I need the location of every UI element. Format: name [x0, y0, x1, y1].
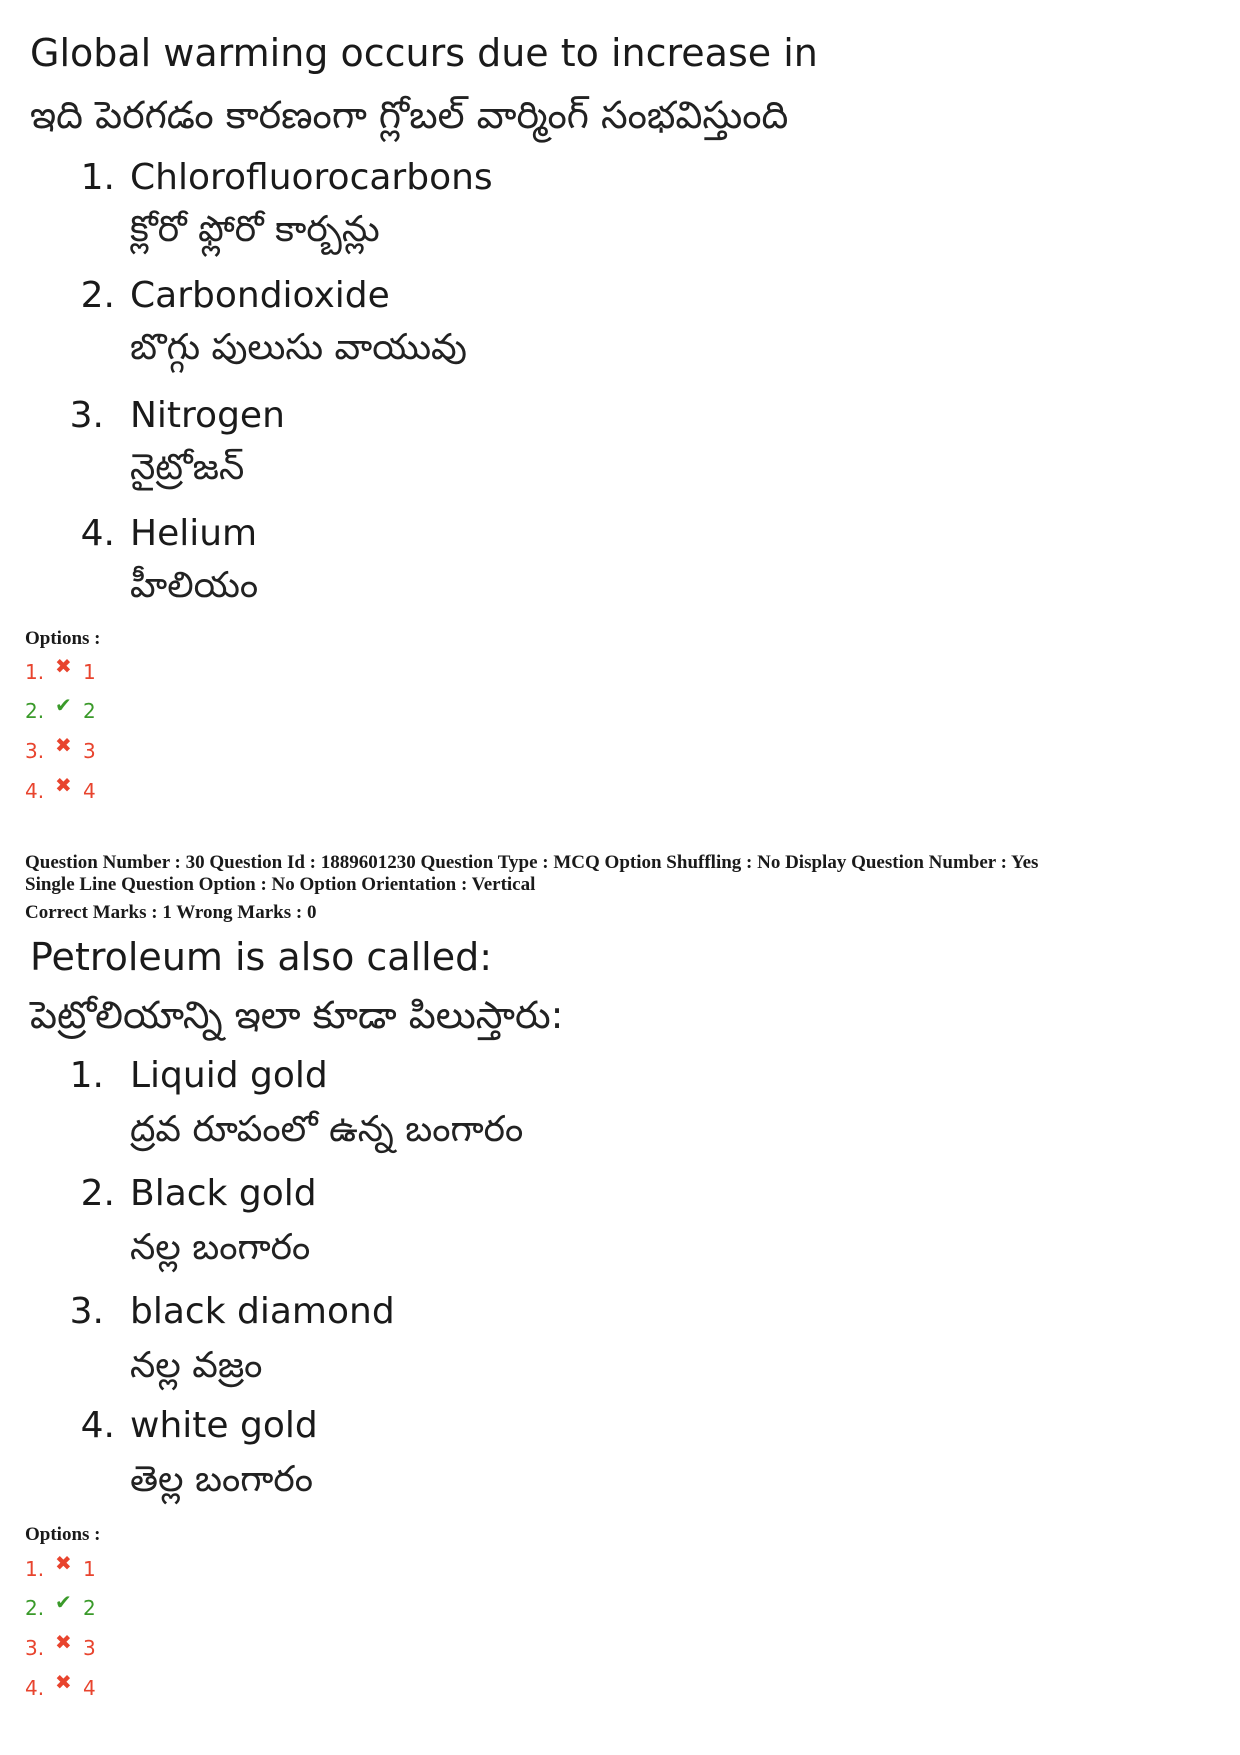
choice-text-telugu: నైట్రోజన్ — [130, 447, 245, 488]
choice-number: 1. — [80, 157, 115, 198]
question-meta-line: Single Line Question Option : No Option Orientation : Vertical — [25, 874, 536, 895]
option-number: 2. — [25, 699, 45, 723]
option-value: 2 — [83, 1596, 96, 1620]
choice-text-english: Carbondioxide — [130, 275, 390, 316]
choice-text-english: Liquid gold — [130, 1055, 328, 1096]
choice-number: 3. — [69, 1291, 104, 1332]
option-value: 3 — [83, 739, 96, 763]
choice-text-telugu: బొగ్గు పులుసు వాయువు — [130, 327, 467, 368]
choice-number: 4. — [80, 1405, 115, 1446]
choice-text-english: Helium — [130, 513, 258, 554]
option-number: 2. — [25, 1596, 45, 1620]
choice-text-telugu: హీలియం — [130, 565, 259, 606]
cross-icon: ✖ — [55, 733, 72, 757]
choice-number: 1. — [69, 1055, 104, 1096]
choice-text-english: black diamond — [130, 1291, 395, 1332]
choice-number: 2. — [80, 1173, 115, 1214]
choice-text-english: Nitrogen — [130, 395, 285, 436]
option-value: 3 — [83, 1636, 96, 1660]
options-label: Options : — [25, 1524, 101, 1545]
choice-number: 3. — [69, 395, 104, 436]
choice-text-english: white gold — [130, 1405, 318, 1446]
cross-icon: ✖ — [55, 773, 72, 797]
question-meta-line: Question Number : 30 Question Id : 1889601230 Question Type : MCQ Option Shuffling : No Display Question Number : Yes — [25, 852, 1039, 873]
choice-number: 4. — [80, 513, 115, 554]
option-value: 1 — [83, 1557, 96, 1581]
option-value: 4 — [83, 1676, 96, 1700]
choice-text-telugu: తెల్ల బంగారం — [130, 1459, 313, 1500]
choice-number: 2. — [80, 275, 115, 316]
question-stem-telugu: పెట్రోలియాన్ని ఇలా కూడా పిలుస్తారు: — [30, 993, 564, 1037]
option-value: 2 — [83, 699, 96, 723]
option-number: 4. — [25, 779, 45, 803]
cross-icon: ✖ — [55, 1551, 72, 1575]
choice-text-telugu: నల్ల వజ్రం — [130, 1345, 263, 1386]
options-label: Options : — [25, 628, 101, 649]
choice-text-english: Chlorofluorocarbons — [130, 157, 493, 198]
question-stem-english: Petroleum is also called: — [30, 935, 492, 979]
cross-icon: ✖ — [55, 654, 72, 678]
option-number: 1. — [25, 1557, 45, 1581]
cross-icon: ✖ — [55, 1670, 72, 1694]
option-value: 4 — [83, 779, 96, 803]
check-icon: ✔ — [55, 1590, 72, 1614]
choice-text-telugu: క్లోరో ఫ్లోరో కార్బన్లు — [130, 209, 380, 250]
option-number: 3. — [25, 1636, 45, 1660]
option-number: 4. — [25, 1676, 45, 1700]
cross-icon: ✖ — [55, 1630, 72, 1654]
option-number: 3. — [25, 739, 45, 763]
choice-text-telugu: నల్ల బంగారం — [130, 1227, 311, 1268]
check-icon: ✔ — [55, 693, 72, 717]
choice-text-telugu: ద్రవ రూపంలో ఉన్న బంగారం — [130, 1109, 524, 1150]
option-number: 1. — [25, 660, 45, 684]
choice-text-english: Black gold — [130, 1173, 317, 1214]
question-stem-telugu: ఇది పెరగడం కారణంగా గ్లోబల్ వార్మింగ్ సంభవిస్తుంది — [30, 93, 789, 137]
option-value: 1 — [83, 660, 96, 684]
question-stem-english: Global warming occurs due to increase in — [30, 31, 818, 75]
marks-meta-line: Correct Marks : 1 Wrong Marks : 0 — [25, 902, 317, 923]
